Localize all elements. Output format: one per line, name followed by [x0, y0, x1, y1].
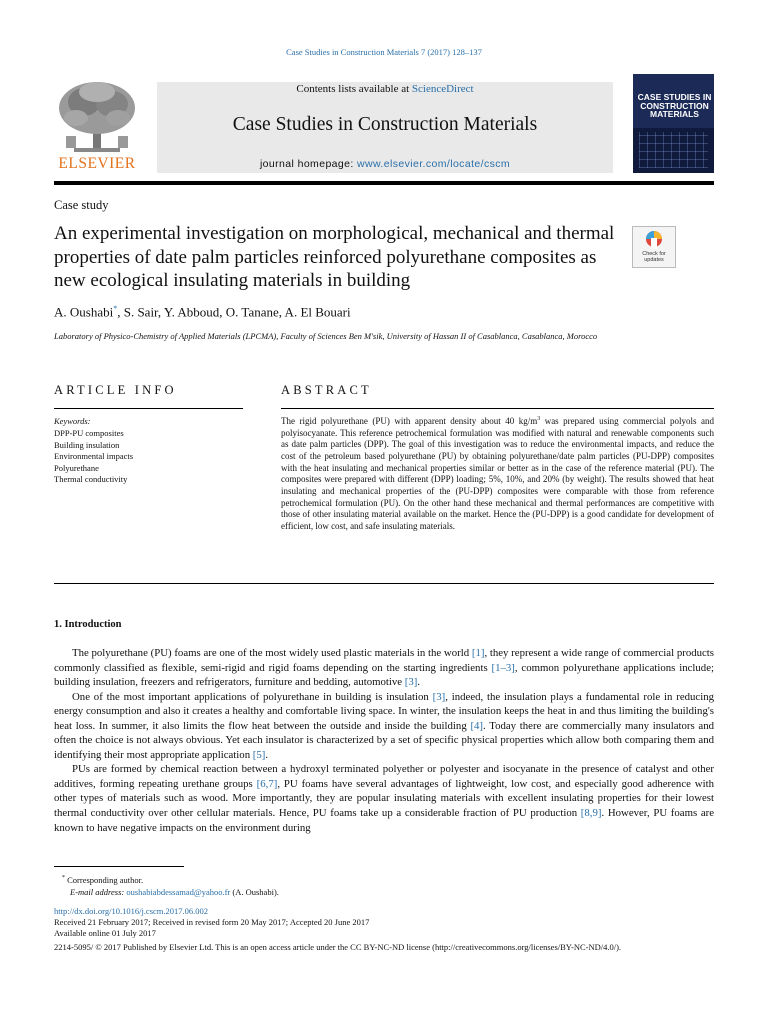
first-author: A. Oushabi [54, 304, 114, 320]
abstract-superscript: 3 [537, 416, 541, 422]
footnote-rule [54, 866, 184, 867]
check-for-updates-button[interactable] [632, 226, 676, 268]
homepage-link[interactable]: www.elsevier.com/locate/cscm [357, 158, 511, 170]
citation-link[interactable]: [6,7] [256, 777, 278, 790]
cover-image [639, 132, 708, 168]
article-info-rule [54, 408, 243, 409]
text: . [417, 676, 421, 689]
elsevier-tree-icon [54, 80, 140, 154]
abstract-bottom-rule [54, 583, 714, 584]
journal-title: Case Studies in Construction Materials [232, 114, 538, 135]
crossmark-icon [645, 230, 663, 250]
affiliation: Laboratory of Physico-Chemistry of Applied Materials (LPCMA), Faculty of Sciences Ben M'sik, University of Hassan II of Casablanca, Casablanca, Morocco [54, 331, 598, 341]
cover-title: CASE STUDIES IN CONSTRUCTION MATERIALS [637, 92, 712, 119]
abstract-part: The rigid polyurethane (PU) with apparent density about 40 kg/m [281, 416, 538, 426]
email-note [54, 886, 279, 899]
text: The polyurethane (PU) foams are one of the most widely used plastic materials in the world [72, 647, 472, 659]
text: , common polyurethane applications include; building insulation, freezers and refrigerators, furniture and bedding, automotive [54, 661, 714, 689]
introduction-heading: 1. Introduction [54, 619, 122, 630]
email-owner: (A. Oushabi). [230, 887, 279, 898]
abstract-part: was prepared using commercial polyols and polyisocyanate. This reference petrochemical formulation was modified with natural and renewable components such as date palm particles (DPP). The goal of this investigation was to reduce the environmental impacts, and reduce the cost of the petroleum based polyurethane (PU) by obtaining polyurethane/date palm particles (PU-DPP) composites with the heat insulating and mechanical properties similar or better as in the case of the reference material (PU). The composites were prepared with different (DPP) loading; 5%, 10%, and 20% (by weight). The results showed that heat insulating and mechanical properties of the (PU-DPP) composites were comparable with those from reference petrochemical formulation (PU). On the other hand these mechanical and thermal performances are competitive with those of other insulating material available on the market. Hence the (PU-DPP) is a good candidate for development of efficient, low cost, and safe insulating materials. [281, 416, 715, 531]
paragraph [54, 646, 714, 690]
email-link[interactable]: oushabiabdessamad@yahoo.fr [126, 887, 231, 898]
text: . Today there are commercially many insulators and often the choice is not always obvious. Yet each insulator is characterized by a set of specific physical properties which allow both comparing them and identifying their most appropriate application [54, 719, 714, 761]
corresponding-note: * Corresponding author. [62, 874, 144, 885]
keywords-label: Keywords: [54, 416, 91, 426]
article-type: Case study [54, 198, 109, 212]
text: PUs are formed by chemical reaction between a hydroxyl terminated polyether or polyester and isocyanate in the presence of catalyst and other additives, forming repeating urethane groups [54, 763, 714, 790]
abstract-heading: ABSTRACT [281, 383, 372, 397]
publication-info [54, 906, 369, 939]
keyword-item: Thermal conductivity [54, 474, 128, 485]
text: . However, PU foams are known to have negative impacts on the environment during [54, 807, 714, 834]
text: , indeed, the insulation plays a fundamental role in reducing energy consumption and also it creates a healthy and comfortable living space. In winter, the insulation keeps the heat in and thus limiting the building's heat loss. In summer, it also limits the flow heat between the outside and inside the building [54, 690, 714, 732]
header-rule [54, 181, 714, 185]
citation-link[interactable]: [3] [404, 676, 418, 689]
corresponding-text: Corresponding author. [67, 874, 144, 885]
paragraph [54, 762, 714, 835]
author-list [54, 304, 351, 320]
journal-citation[interactable]: Case Studies in Construction Materials 7 (2017) 128–137 [286, 47, 482, 57]
citation-link[interactable]: [8,9] [580, 807, 602, 820]
crossmark-label: Check for updates [642, 251, 666, 263]
citation-link[interactable]: [5] [252, 748, 266, 761]
keyword-item: Environmental impacts [54, 451, 134, 462]
license-text: 2214-5095/ © 2017 Published by Elsevier Ltd. This is an open access article under the CC BY-NC-ND license (http://creativecommons.org/licenses/BY-NC-ND/4.0/). [54, 942, 622, 952]
corresponding-author-link[interactable]: * [113, 304, 118, 313]
paragraph [54, 690, 714, 763]
other-authors: , S. Sair, Y. Abboud, O. Tanane, A. El Bouari [117, 304, 351, 320]
keyword-list [54, 428, 133, 486]
text: One of the most important applications of polyurethane in building is insulation [72, 690, 433, 703]
keyword-item: Polyurethane [54, 462, 99, 473]
doi-link[interactable]: http://dx.doi.org/10.1016/j.cscm.2017.06.002 [54, 906, 209, 916]
homepage-line [157, 158, 613, 170]
article-info-heading: ARTICLE INFO [54, 383, 177, 397]
received-dates: Received 21 February 2017; Received in revised form 20 May 2017; Accepted 20 June 2017 [54, 917, 370, 927]
text: , PU foams have several advantages of lightweight, low cost, and especially good adherence with other types of materials such as wood. More importantly, they are popular insulating materials with excellent insulating properties for their lowest thermal conductivity over other cellular materials. Hence, PU foams take up a considerable fraction of PU production [54, 777, 714, 820]
sciencedirect-link[interactable]: ScienceDirect [411, 83, 474, 95]
contents-prefix: Contents lists available at [296, 83, 412, 95]
text: , they represent a wide range of commercial products commonly classified as flexible, semi-rigid and rigid foams depending on the starting ingredients [54, 647, 715, 674]
text: . [265, 748, 269, 761]
email-label: E-mail address: [70, 887, 127, 898]
citation-link[interactable]: [1] [471, 647, 485, 659]
introduction-body [54, 646, 714, 835]
citation-link[interactable]: [1–3] [491, 661, 515, 674]
keyword-item: Building insulation [54, 439, 120, 450]
homepage-prefix: journal homepage: [259, 158, 358, 170]
keyword-item: DPP-PU composites [54, 428, 124, 438]
footnotes [54, 872, 279, 899]
abstract-text [281, 414, 714, 533]
article-title: An experimental investigation on morphological, mechanical and thermal properties of date palm particles reinforced polyurethane composites as new ecological insulating materials in building [54, 223, 615, 291]
online-date: Available online 01 July 2017 [54, 928, 156, 938]
abstract-rule [281, 408, 714, 409]
journal-banner [157, 82, 613, 173]
elsevier-logo[interactable] [54, 80, 140, 176]
contents-line [157, 83, 613, 95]
citation-link[interactable]: [3] [432, 690, 446, 703]
journal-cover[interactable] [633, 74, 714, 173]
citation-link[interactable]: [4] [470, 719, 484, 732]
publisher-name: ELSEVIER [58, 155, 136, 172]
